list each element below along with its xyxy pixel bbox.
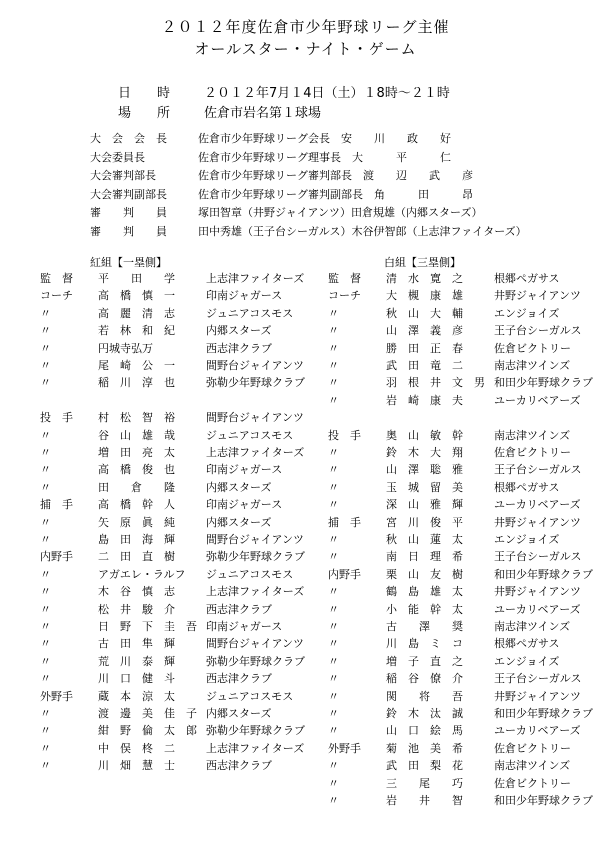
roster-pos: 〃	[328, 689, 339, 703]
roster-pos: 〃	[328, 480, 339, 494]
roster-team: 南志津ツインズ	[494, 428, 571, 442]
roster-pos: 〃	[40, 741, 51, 755]
roster-name: 稲 川 淳 也	[98, 376, 175, 390]
roster-name: 尾 崎 公 一	[98, 359, 175, 372]
roster-name: 宮 川 俊 平	[386, 515, 463, 529]
roster-pos: 捕 手	[328, 515, 361, 529]
official-role: 大会審判部長	[90, 169, 156, 182]
roster-name: 谷 山 雄 哉	[98, 428, 175, 442]
roster-team: 王子台シーガルス	[494, 324, 582, 338]
roster-name: 島 田 海 輝	[98, 533, 175, 546]
roster-name: 栗 山 友 樹	[386, 567, 463, 581]
roster-name: 中 俣 柊 二	[98, 741, 175, 755]
roster-team: 西志津クラブ	[206, 759, 272, 773]
roster-pos: 〃	[328, 672, 339, 686]
roster-team: エンジョイズ	[494, 306, 560, 320]
roster-team: 上志津ファイターズ	[206, 446, 305, 459]
roster-team: 弥勒少年野球クラブ	[206, 550, 305, 564]
roster-pos: 外野手	[40, 689, 73, 703]
roster-name: 深 山 雅 輝	[386, 498, 463, 512]
official-text: 塚田智章（井野ジャイアンツ）田倉規雄（内郷スターズ）	[198, 206, 483, 219]
roster-team: 井野ジャイアンツ	[494, 515, 582, 529]
roster-pos: 監 督	[40, 272, 73, 285]
roster-pos: 〃	[328, 341, 339, 355]
roster-name: 奥 山 敏 幹	[386, 428, 463, 442]
roster-name: 菊 池 美 希	[386, 741, 463, 755]
roster-pos: コーチ	[40, 289, 73, 303]
roster-name: 南 日 理 希	[386, 550, 463, 564]
roster-name: アガエレ・ラルフ	[98, 567, 186, 581]
roster-name: 木 谷 慎 志	[98, 585, 175, 599]
roster-pos: 〃	[328, 620, 339, 633]
roster-name: 紺 野 倫 太 郎	[98, 724, 197, 738]
roster-name: 高 橋 幹 人	[98, 498, 175, 512]
roster-name: 三 尾 巧	[386, 776, 463, 790]
roster-name: 荒 川 泰 輝	[98, 654, 175, 668]
roster-team: ジュニアコスモス	[206, 567, 294, 581]
roster-team: 井野ジャイアンツ	[494, 689, 582, 703]
roster-team: 印南ジャガース	[206, 498, 283, 512]
roster-pos: 〃	[328, 585, 339, 599]
roster-pos: 〃	[328, 707, 339, 720]
roster-team: 上志津ファイターズ	[206, 585, 305, 599]
roster-team: 西志津クラブ	[206, 672, 272, 686]
roster-pos: 投 手	[328, 428, 361, 442]
roster-team: 王子台シーガルス	[494, 463, 582, 477]
roster-pos: 〃	[328, 724, 339, 738]
roster-name: 稲 谷 僚 介	[386, 672, 463, 686]
roster-name: 田 倉 隆	[98, 480, 175, 494]
roster-team: ユーカリベアーズ	[494, 724, 581, 738]
roster-pos: 投 手	[40, 411, 73, 425]
roster-name: 羽 根 井 文 男	[386, 376, 485, 390]
roster-team: 南志津ツインズ	[494, 620, 571, 633]
roster-pos: 〃	[40, 515, 51, 529]
roster-team: ユーカリベアーズ	[494, 602, 581, 616]
roster-name: 山 澤 義 彦	[386, 324, 463, 338]
roster-name: 勝 田 正 春	[386, 341, 463, 355]
roster-team: 和田少年野球クラブ	[494, 707, 593, 720]
roster-name: 秋 山 大 輔	[386, 306, 463, 320]
roster-name: 岩 崎 康 夫	[386, 393, 463, 407]
roster-name: 高 麗 清 志	[98, 306, 175, 320]
venue-label: 場 所	[118, 106, 171, 121]
roster-name: 秋 山 蓮 太	[386, 533, 463, 546]
roster-pos: 〃	[328, 759, 339, 773]
white-team-heading: 白組【三塁側】	[384, 256, 461, 269]
roster-team: 内郷スターズ	[206, 515, 272, 529]
roster-team: 上志津ファイターズ	[206, 741, 305, 755]
roster-name: 武 田 竜 二	[386, 359, 463, 372]
roster-team: 根郷ペガサス	[494, 480, 560, 494]
roster-team: エンジョイズ	[494, 654, 560, 668]
title-line-1: ２０１２年度佐倉市少年野球リーグ主催	[161, 18, 450, 36]
roster-pos: 〃	[328, 654, 339, 668]
roster-team: 井野ジャイアンツ	[494, 289, 582, 303]
roster-pos: 〃	[328, 602, 339, 616]
roster-name: 大 槻 康 雄	[386, 289, 463, 303]
roster-team: 西志津クラブ	[206, 602, 272, 616]
venue-value: 佐倉市岩名第１球場	[204, 106, 322, 121]
roster-name: 鈴 木 大 翔	[386, 446, 463, 459]
roster-team: 佐倉ビクトリー	[494, 341, 571, 355]
roster-name: 鈴 木 汰 誠	[386, 707, 463, 720]
roster-team: 佐倉ビクトリー	[494, 741, 571, 755]
red-team-heading: 紅組【一塁側】	[90, 256, 167, 269]
official-role: 大 会 会 長	[90, 132, 167, 145]
roster-team: 印南ジャガース	[206, 620, 283, 633]
roster-pos: 〃	[328, 637, 339, 651]
title-line-2: オールスター・ナイト・ゲーム	[194, 40, 417, 58]
roster-pos: 〃	[328, 794, 339, 807]
roster-pos: 内野手	[40, 550, 73, 564]
roster-pos: 〃	[40, 446, 51, 459]
roster-team: 佐倉ビクトリー	[494, 776, 571, 790]
roster-name: 平 田 学	[98, 272, 175, 285]
roster-pos: 〃	[328, 393, 339, 407]
roster-name: 岩 井 智	[386, 794, 463, 807]
roster-name: 玉 城 留 美	[386, 480, 463, 494]
roster-pos: 〃	[40, 585, 51, 599]
roster-team: 間野台ジャイアンツ	[206, 637, 305, 651]
roster-team: 和田少年野球クラブ	[494, 567, 593, 581]
roster-pos: 〃	[40, 637, 51, 651]
official-text: 佐倉市少年野球リーグ審判部長 渡 辺 武 彦	[198, 169, 473, 182]
roster-name: 川 畑 慧 士	[98, 759, 175, 773]
roster-name: 二 田 直 樹	[98, 550, 175, 564]
roster-pos: 〃	[40, 567, 51, 581]
roster-pos: 〃	[328, 359, 339, 372]
roster-pos: 内野手	[328, 567, 361, 581]
roster-team: 内郷スターズ	[206, 480, 272, 494]
roster-name: 松 井 駿 介	[98, 602, 175, 616]
roster-team: 印南ジャガース	[206, 289, 283, 303]
roster-team: 間野台ジャイアンツ	[206, 533, 305, 546]
roster-pos: 〃	[328, 324, 339, 338]
roster-team: 王子台シーガルス	[494, 550, 582, 564]
roster-pos: 〃	[328, 533, 339, 546]
roster-pos: 〃	[40, 376, 51, 390]
roster-team: 内郷スターズ	[206, 324, 272, 338]
roster-name: 増 田 亮 太	[98, 446, 175, 459]
roster-pos: 〃	[40, 759, 51, 773]
roster-name: 高 橋 俊 也	[98, 463, 175, 477]
roster-name: 増 子 直 之	[386, 654, 463, 668]
roster-pos: 〃	[328, 306, 339, 320]
date-label: 日 時	[118, 86, 171, 101]
roster-pos: 〃	[40, 672, 51, 686]
roster-pos: 〃	[40, 620, 51, 633]
roster-team: 間野台ジャイアンツ	[206, 411, 305, 425]
roster-team: ジュニアコスモス	[206, 306, 294, 320]
roster-pos: 〃	[328, 776, 339, 790]
roster-pos: 〃	[40, 707, 51, 720]
roster-pos: 〃	[328, 446, 339, 459]
roster-pos: コーチ	[328, 289, 361, 303]
official-text: 佐倉市少年野球リーグ審判副部長 角 田 昂	[198, 187, 473, 201]
roster-pos: 外野手	[328, 741, 361, 755]
roster-pos: 〃	[328, 498, 339, 512]
roster-team: 印南ジャガース	[206, 463, 283, 477]
roster-team: 根郷ペガサス	[494, 272, 560, 285]
roster-name: 鶴 島 雄 太	[386, 585, 463, 599]
roster-team: 間野台ジャイアンツ	[206, 359, 305, 372]
roster-team: 弥勒少年野球クラブ	[206, 654, 305, 668]
roster-name: 若 林 和 紀	[98, 324, 175, 338]
roster-name: 川 口 健 斗	[98, 672, 175, 686]
roster-team: ジュニアコスモス	[206, 689, 294, 703]
roster-name: 蔵 本 涼 太	[98, 689, 175, 703]
roster-team: ユーカリベアーズ	[494, 393, 581, 407]
roster-name: 矢 原 眞 純	[98, 515, 175, 529]
roster-name: 清 水 寛 之	[386, 272, 463, 285]
roster-pos: 監 督	[328, 272, 361, 285]
roster-team: エンジョイズ	[494, 533, 560, 546]
roster-name: 川 島 ミ コ	[386, 637, 463, 651]
roster-team: 井野ジャイアンツ	[494, 585, 582, 599]
roster-team: 内郷スターズ	[206, 707, 272, 720]
roster-name: 山 澤 聡 雅	[386, 463, 463, 477]
roster-team: ユーカリベアーズ	[494, 498, 581, 512]
roster-team: 西志津クラブ	[206, 341, 272, 355]
roster-name: 小 能 幹 太	[386, 602, 463, 616]
roster-pos: 〃	[328, 550, 339, 564]
roster-pos: 〃	[40, 654, 51, 668]
roster-team: ジュニアコスモス	[206, 428, 294, 442]
roster-team: 弥勒少年野球クラブ	[206, 376, 305, 390]
roster-team: 上志津ファイターズ	[206, 272, 305, 285]
roster-team: 弥勒少年野球クラブ	[206, 724, 305, 738]
date-value: ２０１２年7月１4日（土）１8時〜２１時	[204, 86, 450, 101]
roster-pos: 〃	[40, 359, 51, 372]
roster-name: 古 田 隼 輝	[98, 637, 175, 651]
roster-name: 高 橋 慎 一	[98, 289, 175, 303]
official-text: 佐倉市少年野球リーグ理事長 大 平 仁	[198, 150, 451, 164]
roster-name: 村 松 智 裕	[98, 411, 175, 425]
roster-pos: 〃	[40, 428, 51, 442]
roster-pos: 〃	[40, 533, 51, 546]
roster-name: 古 澤 奨	[386, 620, 463, 633]
roster-pos: 〃	[40, 324, 51, 338]
official-text: 佐倉市少年野球リーグ会長 安 川 政 好	[198, 132, 451, 145]
roster-name: 関 将 吾	[386, 689, 463, 703]
roster-team: 佐倉ビクトリー	[494, 446, 571, 459]
roster-name: 武 田 梨 花	[386, 759, 463, 773]
roster-pos: 〃	[40, 306, 51, 320]
roster-name: 日 野 下 圭 吾	[98, 620, 197, 633]
roster-pos: 〃	[328, 463, 339, 477]
official-role: 審 判 員	[90, 206, 167, 219]
roster-pos: 捕 手	[40, 498, 73, 512]
official-role: 大会委員長	[90, 150, 145, 164]
roster-name: 山 口 絵 馬	[386, 724, 463, 738]
roster-team: 和田少年野球クラブ	[494, 376, 593, 390]
roster-team: 南志津ツインズ	[494, 359, 571, 372]
roster-team: 根郷ペガサス	[494, 637, 560, 651]
official-text: 田中秀雄（王子台シーガルス）木谷伊智郎（上志津ファイターズ）	[198, 224, 527, 238]
roster-team: 和田少年野球クラブ	[494, 794, 593, 807]
roster-name: 円城寺弘万	[98, 341, 153, 355]
roster-team: 王子台シーガルス	[494, 672, 582, 686]
official-role: 審 判 員	[90, 224, 167, 238]
roster-pos: 〃	[40, 480, 51, 494]
roster-pos: 〃	[328, 376, 339, 390]
roster-team: 南志津ツインズ	[494, 759, 571, 773]
roster-pos: 〃	[40, 341, 51, 355]
roster-name: 渡 邊 美 佳 子	[98, 707, 197, 720]
official-role: 大会審判副部長	[90, 187, 167, 201]
roster-pos: 〃	[40, 463, 51, 477]
roster-pos: 〃	[40, 602, 51, 616]
roster-pos: 〃	[40, 724, 51, 738]
